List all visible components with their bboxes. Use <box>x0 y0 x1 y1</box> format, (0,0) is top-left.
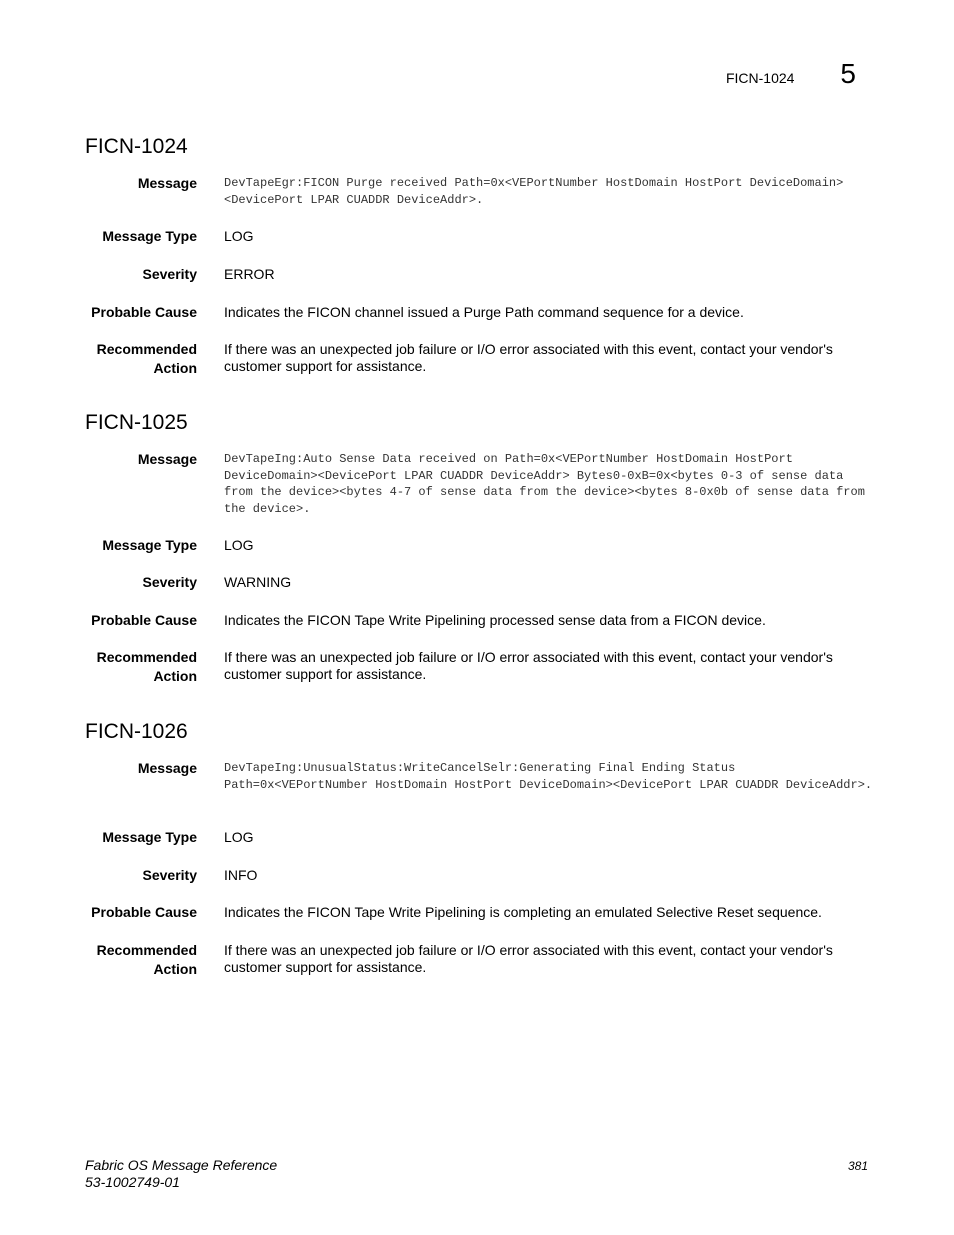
recommended-label-line2: Action <box>153 668 197 684</box>
probable-cause-label: Probable Cause <box>91 904 197 920</box>
message-type-row <box>85 227 875 265</box>
severity-value: ERROR <box>224 266 275 282</box>
message-label: Message <box>137 760 197 776</box>
recommended-action-row <box>85 941 875 979</box>
footer-page-number: 381 <box>847 1159 868 1173</box>
recommended-label-line2: Action <box>153 961 197 977</box>
recommended-action-row <box>85 340 875 378</box>
message-type-label: Message Type <box>102 829 197 845</box>
recommended-action-row <box>85 648 875 686</box>
page-footer <box>85 1157 868 1191</box>
severity-value: WARNING <box>224 574 292 590</box>
probable-cause-value: Indicates the FICON Tape Write Pipelining is completing an emulated Selective Reset sequence. <box>224 904 822 920</box>
message-label: Message <box>137 451 197 467</box>
message-text: DevTapeEgr:FICON Purge received Path=0x<VEPortNumber HostDomain HostPort DeviceDomain><DevicePort LPAR CUADDR DeviceAddr>. <box>224 176 844 207</box>
footer-doc-number: 53-1002749-01 <box>85 1174 180 1190</box>
section-ficn-1026 <box>85 717 875 979</box>
probable-cause-label: Probable Cause <box>91 612 197 628</box>
section-title: FICN-1025 <box>85 411 188 434</box>
probable-cause-label: Probable Cause <box>91 304 197 320</box>
probable-cause-row <box>85 903 875 941</box>
section-title: FICN-1024 <box>85 135 188 158</box>
message-label: Message <box>137 175 197 191</box>
footer-doc-title: Fabric OS Message Reference <box>85 1157 278 1173</box>
message-type-value: LOG <box>224 829 254 845</box>
recommended-action-value: If there was an unexpected job failure or I/O error associated with this event, contact your vendor's customer support for assistance. <box>224 649 833 682</box>
recommended-label-line1: Recommended <box>96 341 197 357</box>
probable-cause-row <box>85 303 875 340</box>
message-row <box>85 759 875 828</box>
message-row <box>85 174 875 227</box>
page-header <box>726 58 856 90</box>
message-text: DevTapeIng:UnusualStatus:WriteCancelSelr:Generating Final Ending Status Path=0x<VEPortNumber HostDomain HostPort DeviceDomain><DevicePort LPAR CUADDR DeviceAddr>. <box>224 761 873 792</box>
recommended-label-line2: Action <box>153 360 197 376</box>
recommended-action-label <box>85 941 224 979</box>
section-ficn-1025 <box>85 408 875 686</box>
message-text: DevTapeIng:Auto Sense Data received on Path=0x<VEPortNumber HostDomain HostPort DeviceDomain><DevicePort LPAR CUADDR DeviceAddr> Bytes0-0xB=0x<bytes 0-3 of sense data from the device><bytes 4-7 of sense data from the device><bytes 8-0x0b of sense data from the device>. <box>224 452 865 516</box>
message-type-row <box>85 536 875 573</box>
header-title: FICN-1024 <box>725 70 795 86</box>
message-type-label: Message Type <box>102 228 197 244</box>
section-ficn-1024 <box>85 132 875 378</box>
severity-row <box>85 866 875 903</box>
severity-value: INFO <box>224 867 258 883</box>
severity-label: Severity <box>142 867 197 883</box>
probable-cause-value: Indicates the FICON channel issued a Purge Path command sequence for a device. <box>224 304 744 320</box>
recommended-label-line1: Recommended <box>96 942 197 958</box>
recommended-action-value: If there was an unexpected job failure or I/O error associated with this event, contact your vendor's customer support for assistance. <box>224 942 833 975</box>
message-type-row <box>85 828 875 866</box>
probable-cause-row <box>85 611 875 648</box>
message-row <box>85 450 875 536</box>
severity-label: Severity <box>142 574 197 590</box>
recommended-action-label <box>85 340 224 378</box>
recommended-label-line1: Recommended <box>96 649 197 665</box>
recommended-action-label <box>85 648 224 686</box>
recommended-action-value: If there was an unexpected job failure or I/O error associated with this event, contact your vendor's customer support for assistance. <box>224 341 833 374</box>
footer-doc-info <box>85 1157 277 1191</box>
message-type-value: LOG <box>224 537 254 553</box>
severity-label: Severity <box>142 266 197 282</box>
severity-row <box>85 265 875 303</box>
section-title: FICN-1026 <box>85 720 188 743</box>
message-type-label: Message Type <box>102 537 197 553</box>
message-type-value: LOG <box>224 228 254 244</box>
severity-row <box>85 573 875 611</box>
chapter-number: 5 <box>840 58 856 89</box>
probable-cause-value: Indicates the FICON Tape Write Pipelining processed sense data from a FICON device. <box>224 612 766 628</box>
